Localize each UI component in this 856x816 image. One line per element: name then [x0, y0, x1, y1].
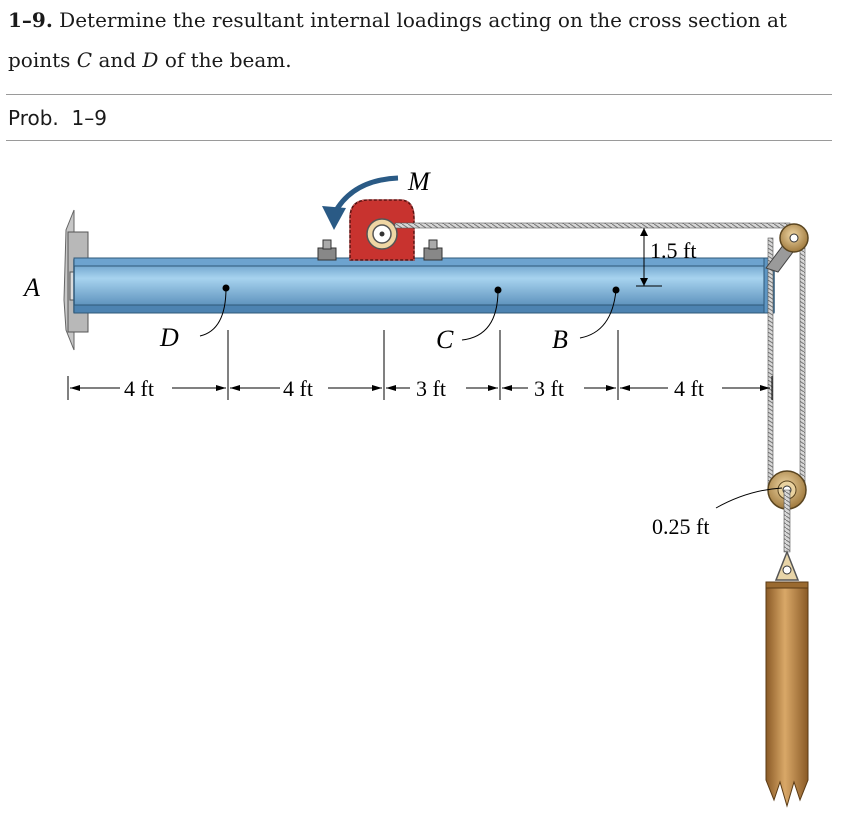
hanging-load [766, 552, 808, 806]
divider-bottom [6, 140, 832, 141]
dim-seg1: 4 ft [124, 376, 154, 401]
beam-figure [0, 150, 856, 816]
dim-height-label: 1.5 ft [650, 238, 697, 263]
dim-seg3: 3 ft [416, 376, 446, 401]
problem-text-and: and [92, 48, 143, 72]
problem-text-1: Determine the resultant internal loadings acting on the cross section at points [8, 8, 787, 72]
problem-number: 1–9. [8, 8, 53, 32]
label-c: C [436, 325, 454, 354]
problem-point-d: D [142, 48, 159, 72]
dim-pulley-radius: 0.25 ft [652, 514, 710, 539]
problem-text-2: of the beam. [158, 48, 292, 72]
problem-point-c: C [76, 48, 93, 72]
dim-seg4: 3 ft [534, 376, 564, 401]
beam [74, 258, 774, 313]
motor-block [350, 200, 414, 260]
bolt-left [318, 240, 336, 260]
dim-seg5: 4 ft [674, 376, 704, 401]
lower-pulley [768, 471, 806, 552]
dim-seg2: 4 ft [283, 376, 313, 401]
problem-statement [8, 0, 848, 80]
label-a: A [24, 273, 40, 302]
figure-caption: Prob. 1–9 [8, 106, 107, 130]
label-m: M [408, 167, 430, 196]
divider-top [6, 94, 832, 95]
label-d: D [160, 323, 179, 352]
label-b: B [552, 325, 568, 354]
bolt-right [424, 240, 442, 260]
